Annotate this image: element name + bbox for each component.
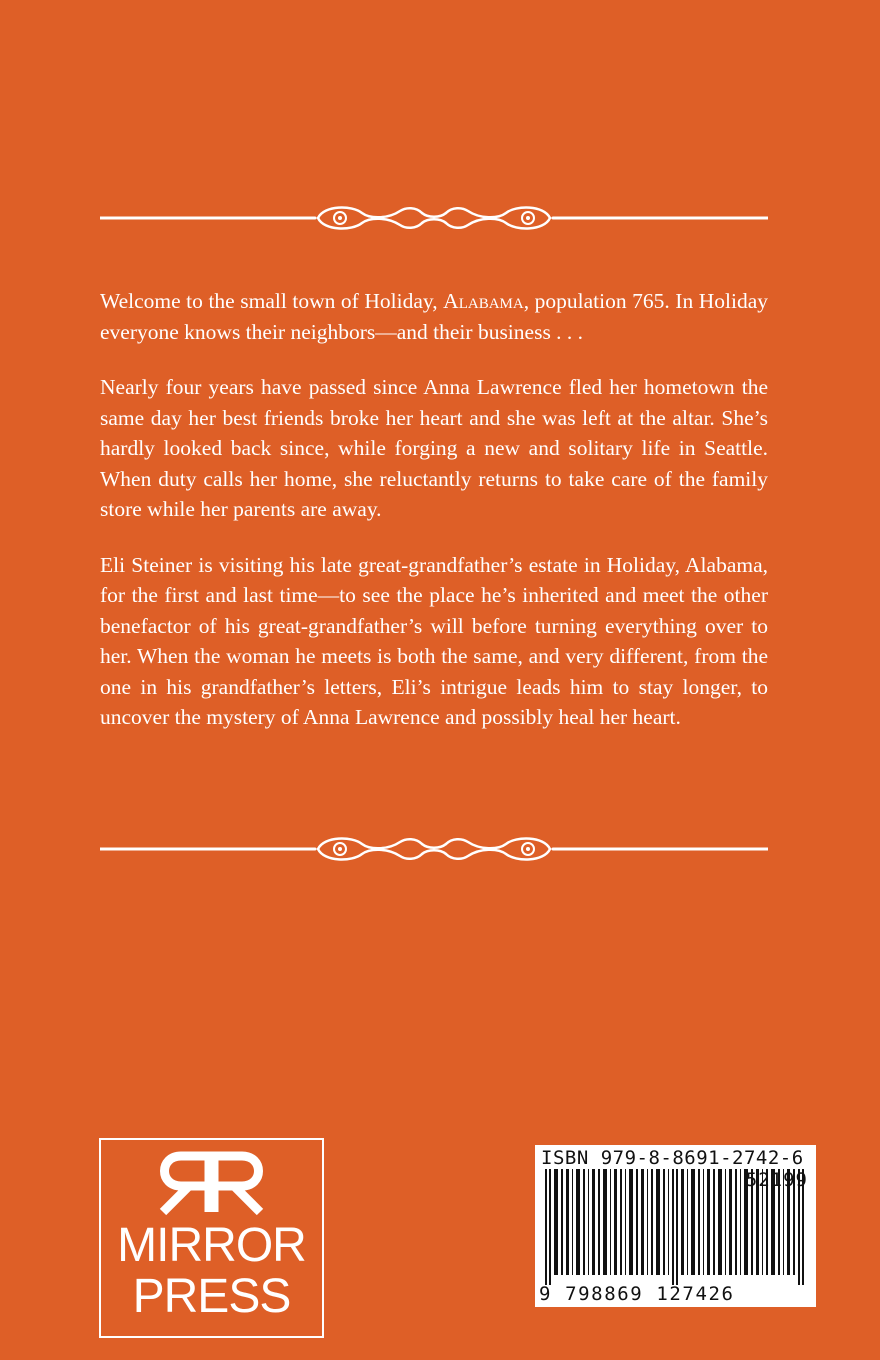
blurb-paragraph-2: Nearly four years have passed since Anna Lawrence fled her hometown the same day her best friends broke her heart and she was left at the altar. She’s hardly looked back since, while forging a new and solitary life in Seattle. When duty calls her home, she reluctantly returns to take care of the family store while her parents are away. xyxy=(100,375,768,521)
isbn-label: ISBN 979-8-8691-2742-6 xyxy=(541,1147,804,1169)
publisher-name-line-1: MIRROR xyxy=(117,1219,306,1272)
blurb-text: , population 765. In Holiday everyone knows their neighbors—and their business . . . xyxy=(100,289,769,344)
blurb-text: Welcome to the small town of Holiday, xyxy=(100,289,444,313)
back-cover-blurb xyxy=(100,286,768,758)
price-code: 52199 xyxy=(745,1169,808,1191)
blurb-paragraph-1 xyxy=(100,286,768,347)
blurb-smallcaps-text: Alabama xyxy=(443,289,524,313)
isbn-barcode xyxy=(535,1145,816,1307)
ean-digits: 9 798869 127426 xyxy=(539,1283,735,1305)
ornamental-divider-top xyxy=(100,201,768,235)
rr-monogram-icon xyxy=(101,1140,322,1220)
publisher-name-line-2: PRESS xyxy=(132,1270,291,1323)
scroll-flourish-icon xyxy=(100,201,768,235)
blurb-paragraph-3: Eli Steiner is visiting his late great-grandfather’s estate in Holiday, Alabama, for the first and last time—to see the place he’s inherited and meet the other benefactor of his great-grandfather’s will before turning everything over to her. When the woman he meets is both the same, and very different, from the one in his grandfather’s letters, Eli’s intrigue leads him to stay longer, to uncover the mystery of Anna Lawrence and possibly heal her heart. xyxy=(100,552,768,729)
scroll-flourish-icon xyxy=(100,832,768,866)
publisher-logo xyxy=(99,1138,324,1338)
ornamental-divider-bottom xyxy=(100,832,768,866)
